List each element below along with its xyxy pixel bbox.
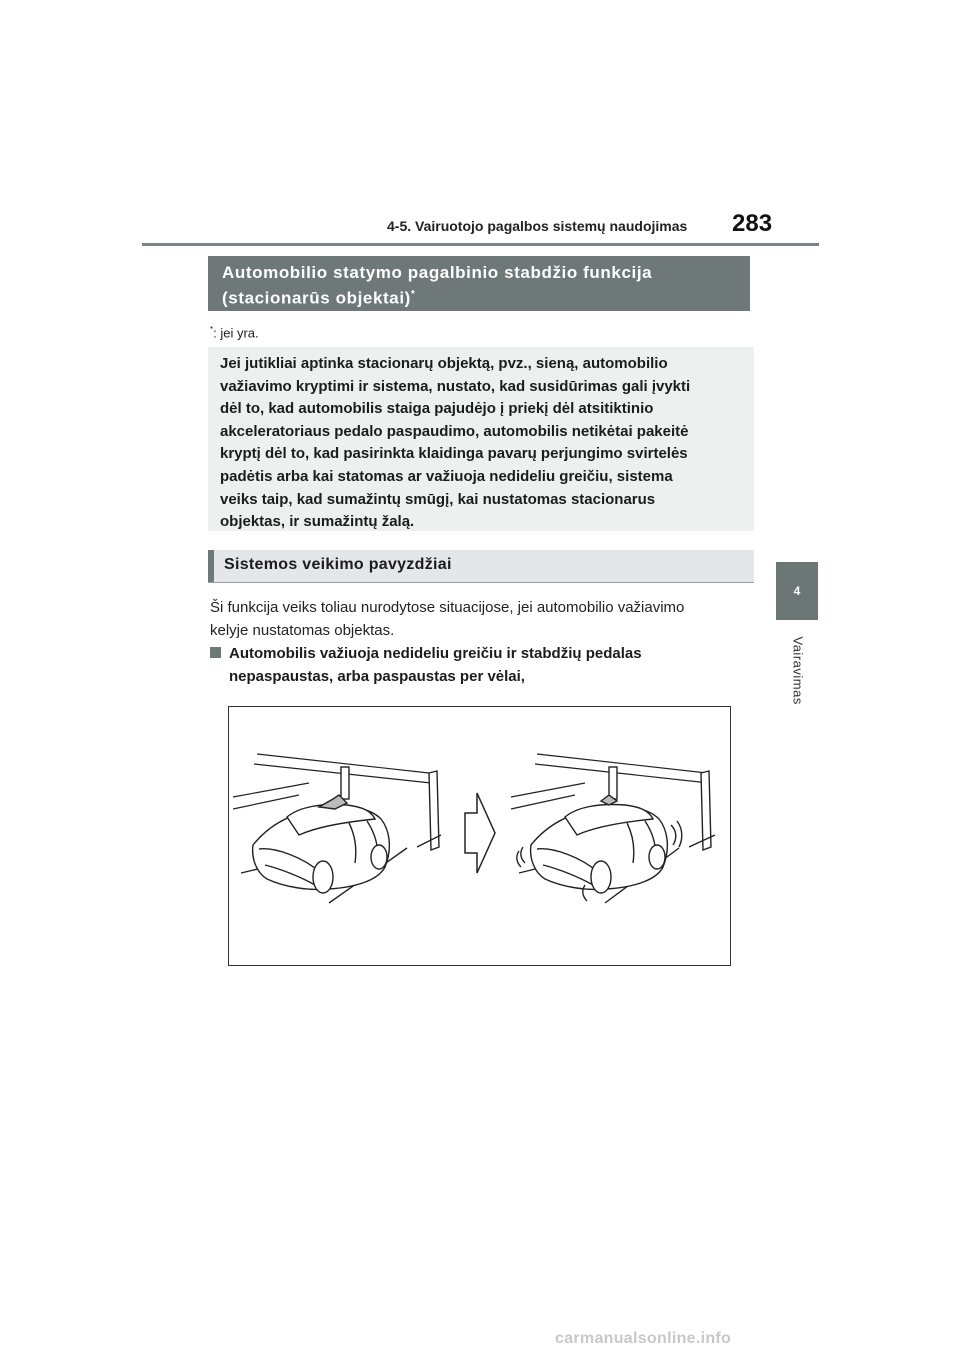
info-line: dėl to, kad automobilis staiga pajudėjo į priekį dėl atsitiktinio <box>220 400 654 418</box>
subsection-accent <box>208 550 214 582</box>
illustration-svg <box>229 707 730 965</box>
body-paragraph <box>210 596 750 642</box>
chapter-label: Vairavimas <box>790 636 806 705</box>
info-line: kryptį dėl to, kad pasirinkta klaidinga pavarų perjungimo svirtelės <box>220 445 688 463</box>
car-braking-at-wall-icon <box>511 754 715 903</box>
watermark: carmanualsonline.info <box>555 1330 732 1347</box>
header-divider <box>142 243 819 246</box>
transition-arrow-icon <box>465 793 495 873</box>
footnote-marker: * <box>210 325 214 334</box>
running-header: 4-5. Vairuotojo pagalbos sistemų naudojimas <box>387 218 688 234</box>
body-line: kelyje nustatomas objektas. <box>210 622 395 639</box>
info-box <box>208 347 754 531</box>
info-line: padėtis arba kai statomas ar važiuoja nedideliu greičiu, sistema <box>220 467 673 485</box>
section-title-line2 <box>222 284 736 310</box>
illustration-frame <box>228 706 731 966</box>
footnote-text: : jei yra. <box>213 325 259 341</box>
info-line: Jei jutikliai aptinka stacionarų objektą, pvz., sieną, automobilio <box>220 355 668 372</box>
subsection-heading-bar <box>208 550 754 583</box>
info-line: važiavimo kryptimi ir sistema, nustato, kad susidūrimas gali įvykti <box>220 377 691 395</box>
chapter-tab[interactable] <box>776 562 818 620</box>
square-bullet-icon <box>210 647 221 658</box>
bullet-text <box>229 642 729 688</box>
info-line: akceleratoriaus pedalo paspaudimo, automobilis netikėtai pakeitė <box>220 422 689 440</box>
info-line: objektas, ir sumažintų žalą. <box>220 513 415 531</box>
bullet-line: Automobilis važiuoja nedideliu greičiu ir stabdžių pedalas <box>229 645 642 662</box>
section-title-marker: * <box>410 289 416 300</box>
page-number: 283 <box>732 210 773 237</box>
car-approaching-wall-icon <box>233 754 441 903</box>
section-title-line2-text: (stacionarūs objektai) <box>222 288 411 308</box>
section-title-line1: Automobilio statymo pagalbinio stabdžio funkcija <box>222 263 653 282</box>
subsection-title: Sistemos veikimo pavyzdžiai <box>224 556 452 573</box>
section-title-banner <box>208 256 750 311</box>
footnote <box>210 325 259 340</box>
bullet-line: nepaspaustas, arba paspaustas per vėlai, <box>229 668 525 685</box>
chapter-number: 4 <box>793 584 801 598</box>
body-line: Ši funkcija veiks toliau nurodytose situacijose, jei automobilio važiavimo <box>210 599 685 616</box>
info-line: veiks taip, kad sumažintų smūgį, kai nustatomas stacionarus <box>220 490 656 508</box>
